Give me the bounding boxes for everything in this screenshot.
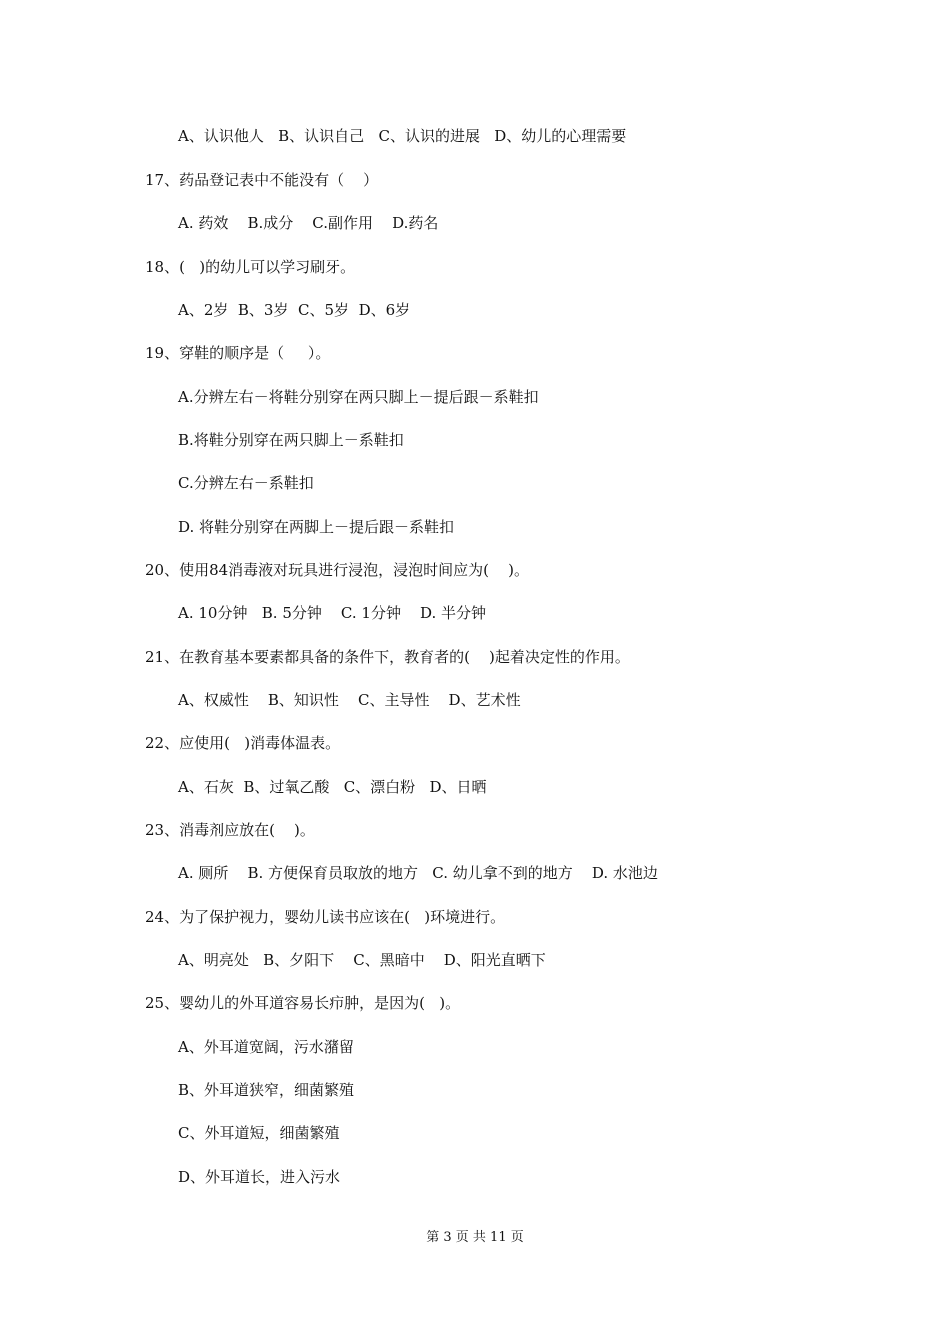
q21-options: A、权威性 B、知识性 C、主导性 D、艺术性 xyxy=(178,691,521,709)
q24-options: A、明亮处 B、夕阳下 C、黑暗中 D、阳光直晒下 xyxy=(178,951,546,969)
q17-question: 17、药品登记表中不能没有（ ） xyxy=(145,171,379,189)
q19-question: 19、穿鞋的顺序是（ ）。 xyxy=(145,344,331,362)
q24-question: 24、为了保护视力，婴幼儿读书应该在( )环境进行。 xyxy=(145,908,506,926)
q19-option-b: B.将鞋分别穿在两只脚上－系鞋扣 xyxy=(178,431,404,449)
q25-option-b: B、外耳道狭窄，细菌繁殖 xyxy=(178,1081,355,1099)
q17-options: A. 药效 B.成分 C.副作用 D.药名 xyxy=(178,214,439,232)
q19-option-a: A.分辨左右－将鞋分别穿在两只脚上－提后跟－系鞋扣 xyxy=(178,388,539,406)
page-footer: 第 3 页 共 11 页 xyxy=(426,1230,524,1245)
q20-question: 20、使用84消毒液对玩具进行浸泡，浸泡时间应为( )。 xyxy=(145,561,529,579)
q25-option-a: A、外耳道宽阔，污水潴留 xyxy=(178,1038,354,1056)
q18-question: 18、( )的幼儿可以学习刷牙。 xyxy=(145,258,356,276)
q22-question: 22、应使用( )消毒体温表。 xyxy=(145,734,341,752)
q20-options: A. 10分钟 B. 5分钟 C. 1分钟 D. 半分钟 xyxy=(178,604,487,622)
q23-options: A. 厕所 B. 方便保育员取放的地方 C. 幼儿拿不到的地方 D. 水池边 xyxy=(178,864,658,882)
q22-options: A、石灰 B、过氧乙酸 C、漂白粉 D、日晒 xyxy=(178,778,487,796)
q21-question: 21、在教育基本要素都具备的条件下，教育者的( )起着决定性的作用。 xyxy=(145,648,630,666)
q25-option-c: C、外耳道短，细菌繁殖 xyxy=(178,1124,340,1142)
q18-options: A、2岁 B、3岁 C、5岁 D、6岁 xyxy=(178,301,411,319)
q25-option-d: D、外耳道长，进入污水 xyxy=(178,1168,341,1186)
q16-options: A、认识他人 B、认识自己 C、认识的进展 D、幼儿的心理需要 xyxy=(178,127,627,145)
q19-option-d: D. 将鞋分别穿在两脚上－提后跟－系鞋扣 xyxy=(178,518,455,536)
q19-option-c: C.分辨左右－系鞋扣 xyxy=(178,474,314,492)
q25-question: 25、婴幼儿的外耳道容易长疖肿，是因为( )。 xyxy=(145,994,461,1012)
q23-question: 23、消毒剂应放在( )。 xyxy=(145,821,315,839)
